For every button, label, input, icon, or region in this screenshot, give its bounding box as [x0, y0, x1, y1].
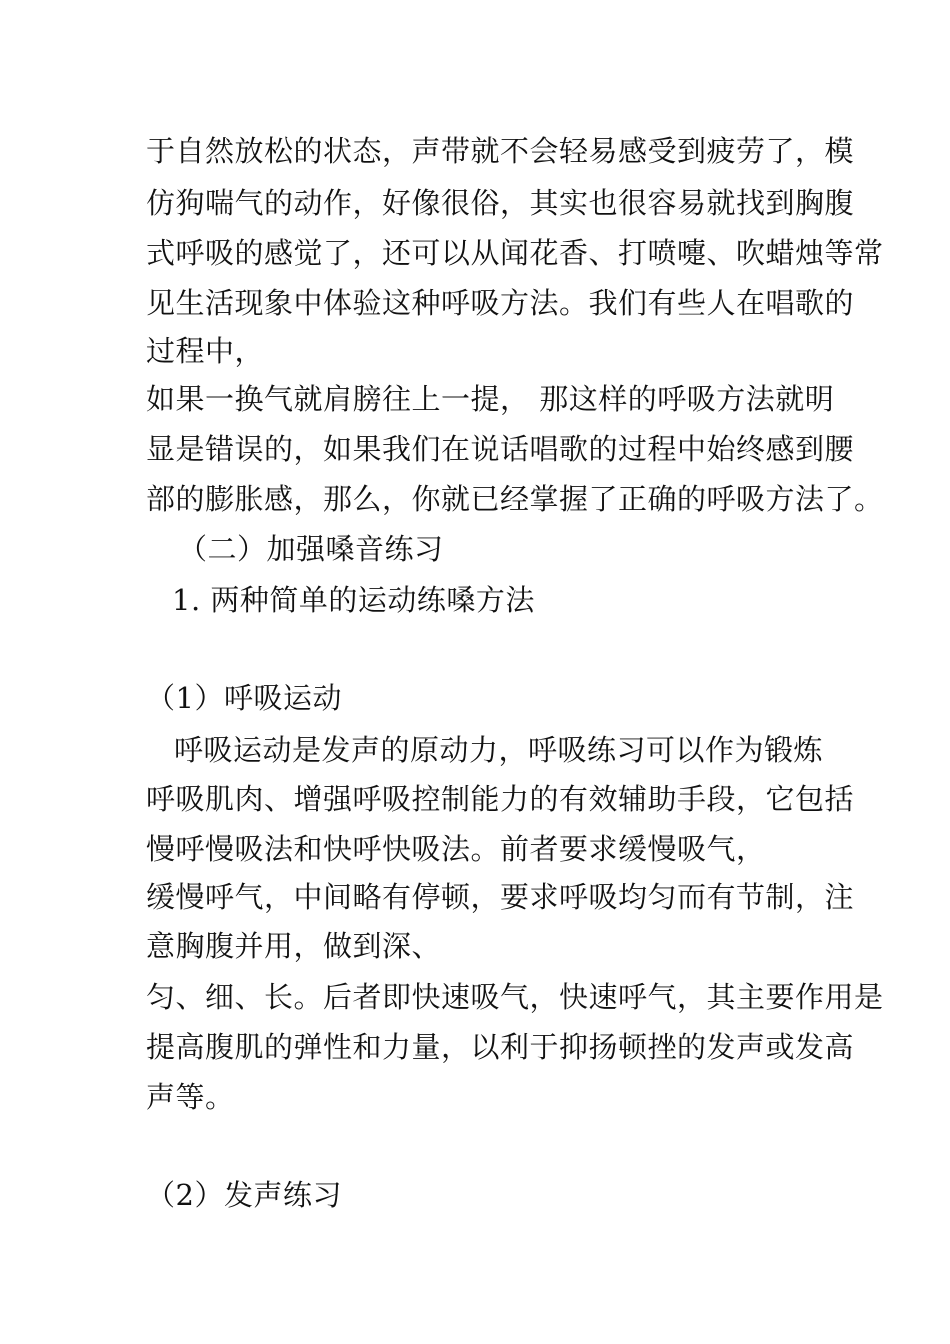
paragraph-2-line-1: 如果一换气就肩膀往上一提， 那这样的呼吸方法就明 [146, 382, 835, 416]
paragraph-4-line-2: 意胸腹并用，做到深、 [146, 929, 442, 963]
item-1-heading: （1）呼吸运动 [146, 681, 342, 715]
paragraph-5-line-3: 声等。 [146, 1080, 235, 1114]
paragraph-1-line-1: 于自然放松的状态，声带就不会轻易感受到疲劳了，模 [146, 134, 855, 168]
paragraph-3-line-2: 呼吸肌肉、增强呼吸控制能力的有效辅助手段，它包括 [146, 782, 855, 816]
paragraph-1-line-4: 见生活现象中体验这种呼吸方法。我们有些人在唱歌的 [146, 286, 855, 320]
paragraph-5-line-2: 提高腹肌的弹性和力量，以利于抑扬顿挫的发声或发高 [146, 1030, 855, 1064]
paragraph-1-line-3: 式呼吸的感觉了，还可以从闻花香、打喷嚏、吹蜡烛等常 [146, 236, 884, 270]
paragraph-1-line-5: 过程中， [146, 334, 265, 368]
paragraph-5-line-1: 匀、细、长。后者即快速吸气，快速呼气，其主要作用是 [146, 980, 884, 1014]
paragraph-4-line-1: 缓慢呼气，中间略有停顿，要求呼吸均匀而有节制，注 [146, 880, 855, 914]
paragraph-2-line-2: 显是错误的，如果我们在说话唱歌的过程中始终感到腰 [146, 432, 855, 466]
paragraph-3-line-3: 慢呼慢吸法和快呼快吸法。前者要求缓慢吸气， [146, 832, 766, 866]
item-2-heading: （2）发声练习 [146, 1178, 342, 1212]
paragraph-2-line-3: 部的膨胀感，那么，你就已经掌握了正确的呼吸方法了。 [146, 482, 884, 516]
subsection-heading: 1. 两种简单的运动练嗓方法 [172, 583, 535, 617]
paragraph-3-line-1: 呼吸运动是发声的原动力，呼吸练习可以作为锻炼 [174, 733, 824, 767]
section-heading: （二）加强嗓音练习 [178, 532, 444, 566]
paragraph-1-line-2: 仿狗喘气的动作，好像很俗，其实也很容易就找到胸腹 [146, 186, 855, 220]
